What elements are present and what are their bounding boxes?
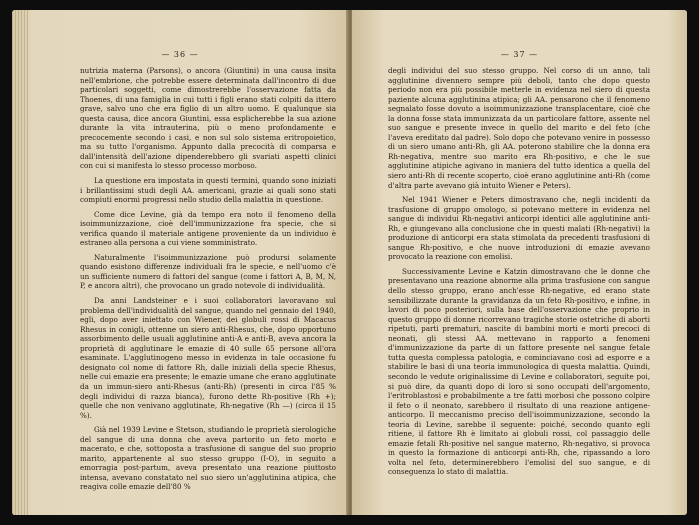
- paragraph: Da anni Landsteiner e i suoi collaboratori lavoravano sul problema dell'individualità del sangue, quando nel gennaio del 1940, egli, dopo aver iniettato con Wiener, dei globuli rossi di Macacus Rhesus in conigli, ottenne un siero anti-Rhesus, che, dopo opportuno assorbimento delle usuali agglutinine anti-A e anti-B, aveva ancora la proprietà di agglutinare le emazie di 40 sulle 65 persone all'ora esaminate. L'agglutinogeno messo in evidenza in tale occasione fu designato col nome di fattore Rh, dalle iniziali della specie Rhesus, nelle cui emazie era presente; le emazie umane che erano agglutinate da un immun-siero anti-Rhesus (anti-Rh) (presenti in circa l'85 % degli individui di razza bianca), furono dette Rh-positive (Rh +); quelle che non venivano agglutinate, Rh-negative (Rh —) (circa il 15 %).: [80, 296, 336, 420]
- page-edges: [12, 10, 28, 515]
- paragraph: nutrizia materna (Parsons), o ancora (Giuntini) in una causa insita nell'embrione, che potrebbe essere determinata dall'incontro di due particolari soggetti, come dimostrerebbe l'osservazione fatta da Thoenes, di una famiglia in cui tutti i figli erano stati colpiti da ittero grave, salvo uno che era figlio di un altro uomo. E qualunque sia questa causa, dice ancora Giuntini, essa esplicherebbe la sua azione durante la vita intrauterina, più o meno profondamente e precocemente secondo i casi, e non sul solo sistema eritropoietico, ma su tutto l'organismo. Appunto dalla precocità di comparsa e dall'intensità dell'azione dipenderebbero gli svariati aspetti clinici con cui si manifesta lo stesso processo morboso.: [80, 66, 336, 171]
- paragraph: Come dice Levine, già da tempo era noto il fenomeno della isoimmunizzazione, cioè dell'immunizzazione fra specie, che si verifica quando il materiale antigene proveniente da un individuo è estraneo alla persona a cui viene somministrato.: [80, 209, 336, 248]
- page-body: [388, 66, 650, 477]
- paragraph: Già nel 1939 Levine e Stetson, studiando le proprietà sierologiche del sangue di una donna che aveva partorito un feto morto e macerato, e che, sottoposta a trasfusione di sangue del suo proprio marito, appartenente al suo stesso gruppo (I-O), in seguito a emorragia post-partum, aveva presentato una reazione piuttosto intensa, avevano constatato nel suo siero un'agglutinina atipica, che reagiva colle emazie dell'80 %: [80, 425, 336, 492]
- page-body: [80, 66, 336, 492]
- book-spread: [12, 10, 687, 515]
- paragraph: Successivamente Levine e Katzin dimostravano che le donne che presentavano una reazione abnorme alla prima trasfusione con sangue dello stesso gruppo, erano anch'esse Rh-negative, ed erano state sensibilizzate durante la gravidanza da un feto Rh-positivo, e infine, in lavori di poco posteriori, sulla base dell'osservazione che proprio in questo gruppo di donne ricorrevano tragiche storie ostetriche di aborti ripetuti, parti prematuri, nascite di bambini morti e morti precoci di neonati, gli stessi AA. mettevano in rapporto a fenomeni d'immunizzazione da parte di un fattore presente nel sangue fetale tutta questa complessa patologia, e cominciavano così ad esporre e a stabilire le basi di una teoria immunologica di questa malattia. Quindi, secondo le vedute originalissime di Levine e collaboratori, seguite poi, si può dire, da quanti dopo di loro si sono occupati dell'argomento, l'eritroblastosi e probabilmente a tre fatti morbosi che possono colpire il feto o il neonato, sarebbero il risultato di una reazione antigene-anticorpo. Il meccanismo preciso dell'isoimmunizzazione, secondo la teoria di Levine, sarebbe il seguente: poiché, secondo quanto egli ritiene, il fattore Rh è limitato ai globuli rossi, col passaggio delle emazie fetali Rh-positive nel sangue materno, Rh-negativo, si provoca in questo la formazione di anticorpi anti-Rh, che, ripassando a loro volta nel feto, determinerebbero l'emolisi del suo sangue, e di conseguenza lo stato di malattia.: [388, 266, 650, 477]
- right-page: [352, 10, 687, 515]
- paragraph: Naturalmente l'isoimmunizzazione può prodursi solamente quando esistono differenze individuali fra le specie, e nell'uomo c'è un sufficiente numero di fattori del sangue (come i fattori A, B, M, N, P, e ancora altri), che provocano un grado notevole di individualità.: [80, 252, 336, 291]
- left-page: [12, 10, 348, 515]
- paragraph: La questione era impostata in questi termini, quando sono iniziati i brillantissimi studi degli AA. americani, grazie ai quali sono stati compiuti enormi progressi nello studio della malattia in questione.: [80, 176, 336, 205]
- page-number: — 36 —: [161, 50, 199, 59]
- page-number: — 37 —: [500, 50, 539, 59]
- paragraph: Nel 1941 Wiener e Peters dimostravano che, negli incidenti da trasfusione di gruppo omologo, si potevano mettere in evidenza nel sangue di individui Rh-negativi anticorpi identici alle agglutinine anti-Rh, e giungevano alla conclusione che in questi malati (Rh-negativi) la produzione di anticorpi era stata stimolata da precedenti trasfusioni di sangue Rh-positivo, e che nuove introduzioni di emazie avevano provocato la reazione con emolisi.: [388, 195, 650, 262]
- paragraph: degli individui del suo stesso gruppo. Nel corso di un anno, tali agglutinine divennero sempre più deboli, tanto che dopo questo periodo non era più possibile metterle in evidenza nel siero di questa paziente alcuna agglutinina atipica; gli AA. pensarono che il fenomeno segnalato fosse dovuto a isoimmunizzazione transplacentare, cioè che la donna fosse stata immunizzata da un particolare fattore, assente nel suo sangue e presente invece in quello del marito e del feto (che l'aveva ereditato dal padre). Solo dopo che potevano venire in possesso di un siero umano anti-Rh, gli AA. poterono stabilire che la donna era Rh-negativa, mentre suo marito era Rh-positivo, e che le sue agglutinine atipiche agivano in maniera del tutto identica a quella del siero anti-Rh di recente scoperto, cioè erano agglutinine anti-Rh (come d'altra parte avevano già intuito Wiener e Peters).: [388, 66, 650, 190]
